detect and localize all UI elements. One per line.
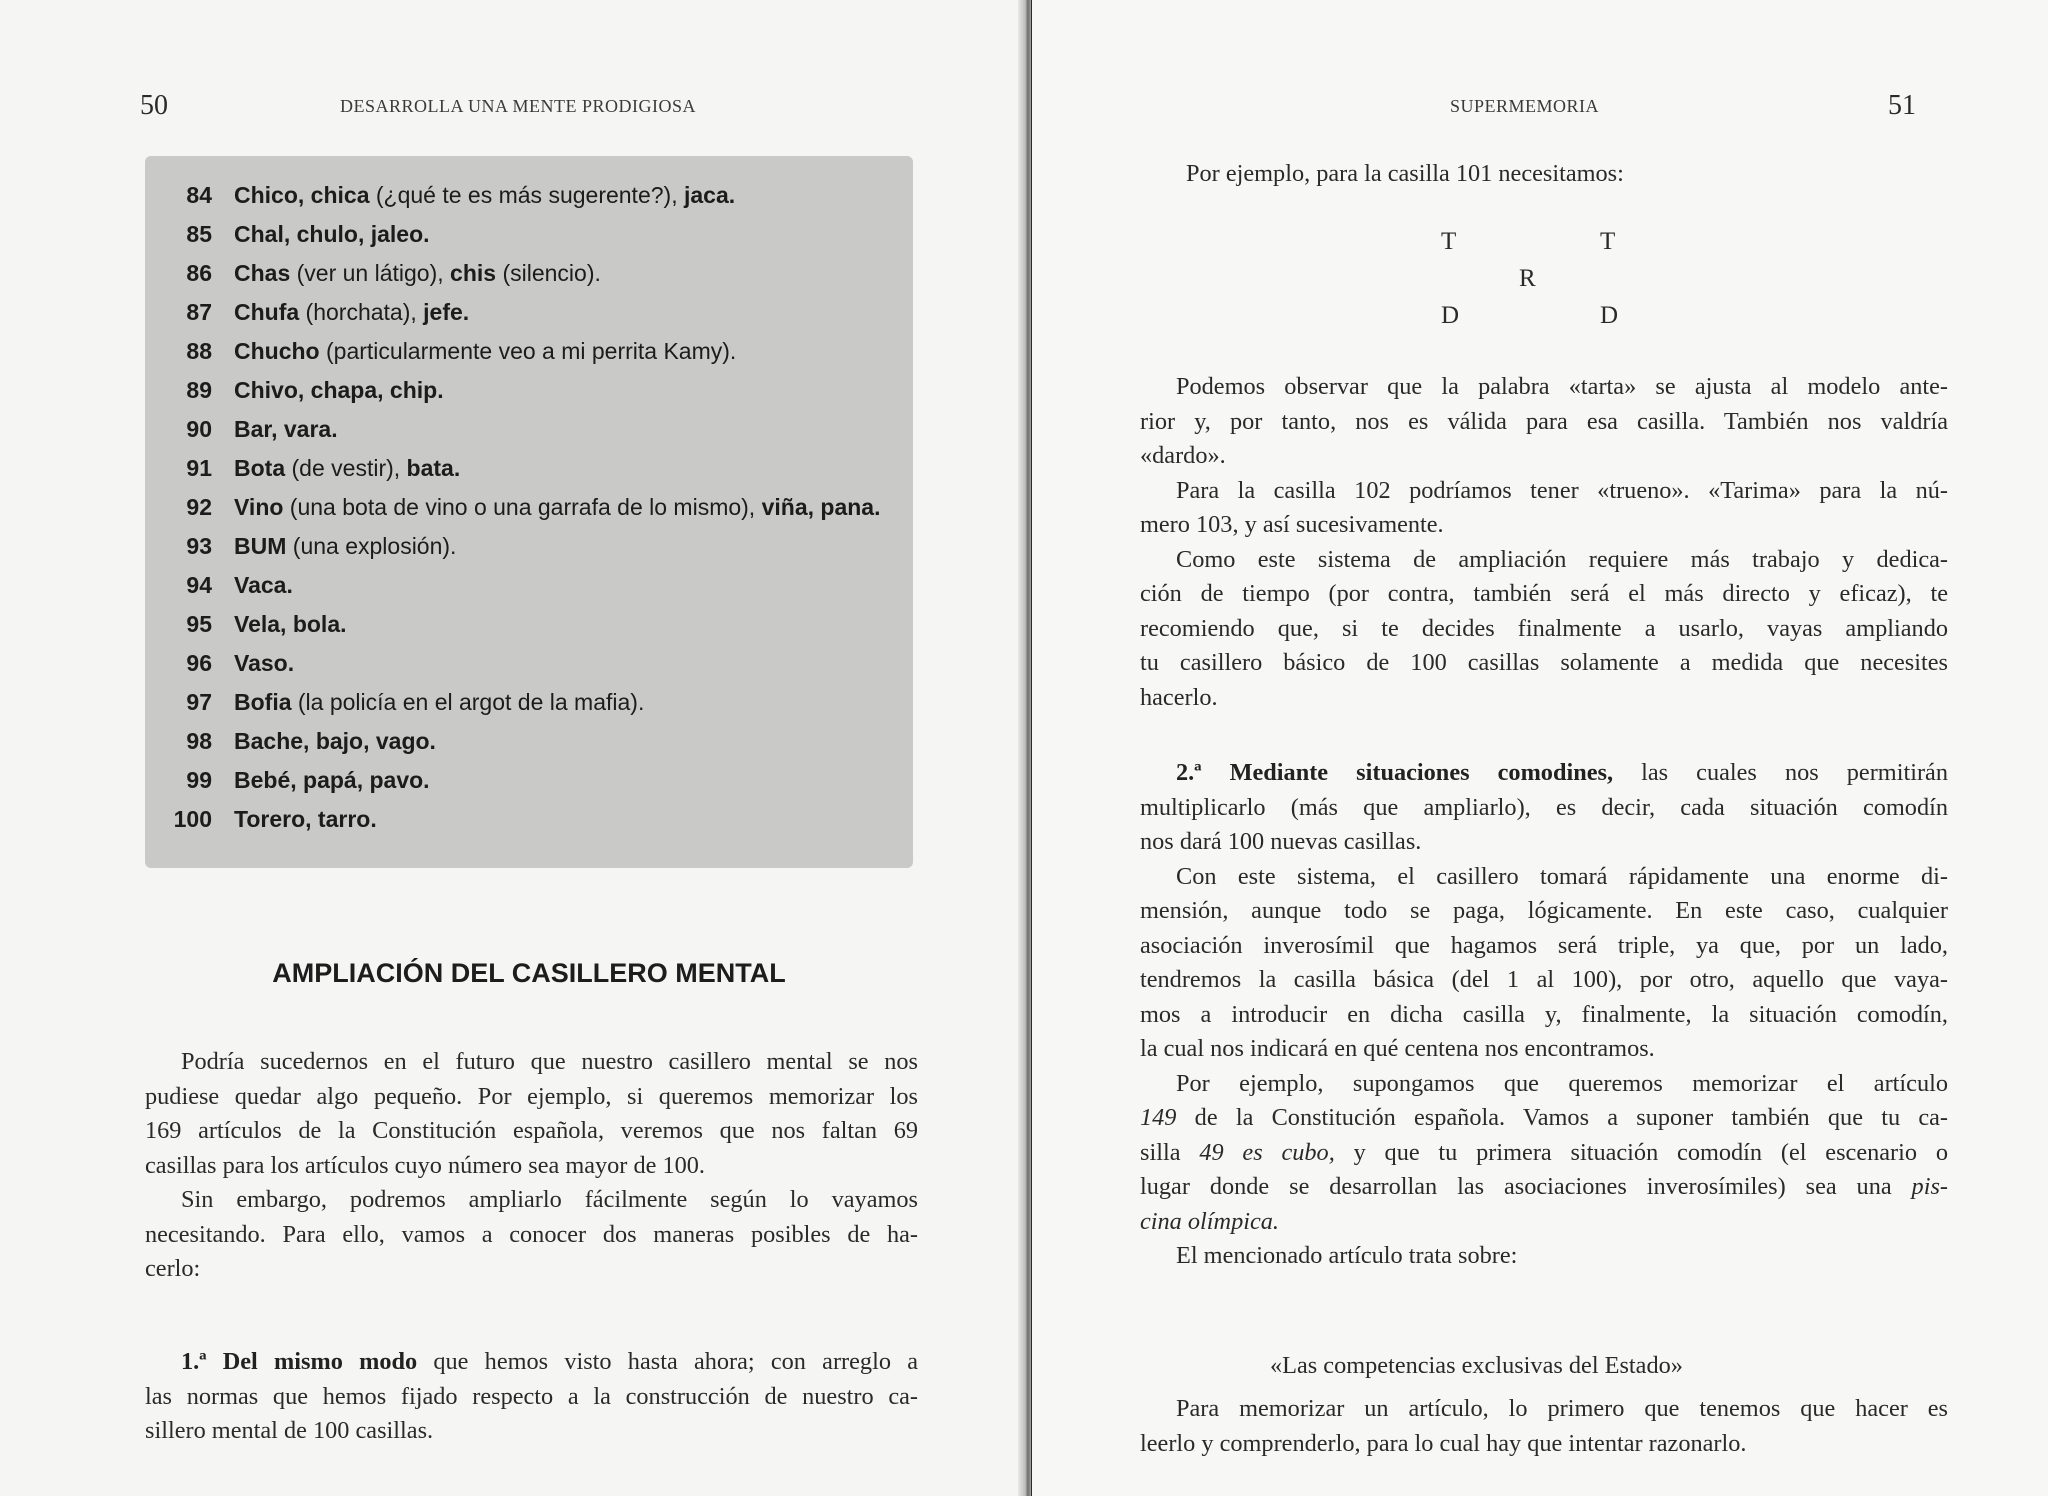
example-casilla: 49 es cubo, bbox=[1199, 1138, 1335, 1166]
paragraph-method-2 bbox=[1140, 756, 1948, 1274]
list-item bbox=[150, 221, 910, 260]
item-number: 88 bbox=[186, 338, 212, 364]
item-text bbox=[234, 611, 347, 638]
item-text bbox=[234, 533, 456, 560]
item-number: 90 bbox=[186, 416, 212, 442]
text-line: asociación inverosímil que hagamos será triple, ya que, por un lado, bbox=[1140, 931, 1948, 959]
letter-t2: T bbox=[1600, 228, 1616, 255]
example-scenario-cont: cina olímpica. bbox=[1140, 1207, 1280, 1235]
keyword: Bota bbox=[234, 455, 286, 481]
item-text bbox=[234, 260, 601, 287]
item-number: 94 bbox=[186, 572, 212, 598]
text-line: mensión, aunque todo se paga, lógicamente. En este caso, cualquier bbox=[1140, 897, 1948, 924]
list-item bbox=[150, 806, 910, 845]
keyword: jaca. bbox=[683, 182, 736, 208]
item-number: 87 bbox=[186, 299, 212, 325]
note: (una explosión). bbox=[286, 533, 457, 559]
right-page bbox=[1032, 0, 2048, 1496]
item-text bbox=[234, 767, 430, 794]
text-line: mos a introducir en dicha casilla y, finalmente, la situación comodín, bbox=[1140, 1000, 1948, 1028]
list-item bbox=[150, 572, 910, 611]
list-item bbox=[150, 689, 910, 728]
text-line: Podemos observar que la palabra «tarta» se ajusta al modelo ante- bbox=[1176, 373, 1948, 400]
note: (horchata), bbox=[299, 299, 424, 325]
keyword: Vaca. bbox=[234, 572, 293, 598]
list-item bbox=[150, 182, 910, 221]
text-line bbox=[1140, 1170, 1948, 1205]
example-scenario: pis- bbox=[1911, 1173, 1948, 1200]
item-number: 97 bbox=[186, 689, 212, 715]
item-text bbox=[234, 221, 430, 248]
text-line bbox=[1140, 756, 1948, 791]
item-text bbox=[234, 689, 644, 716]
note: (la policía en el argot de la mafia). bbox=[291, 689, 645, 715]
running-head-left: DESARROLLA UNA MENTE PRODIGIOSA bbox=[340, 96, 697, 116]
article-quote: «Las competencias exclusivas del Estado» bbox=[1270, 1352, 1683, 1379]
item-text bbox=[234, 728, 436, 755]
item-number: 85 bbox=[186, 221, 212, 247]
text-line bbox=[1140, 1101, 1948, 1136]
item-text bbox=[234, 299, 469, 326]
text-line: leerlo y comprenderlo, para lo cual hay que intentar razonarlo. bbox=[1140, 1429, 1747, 1457]
text-line: tu casillero básico de 100 casillas solamente a medida que necesites bbox=[1140, 649, 1948, 676]
text-segment: de la Constitución española. Vamos a suponer también que tu ca- bbox=[1176, 1104, 1948, 1131]
item-number: 84 bbox=[186, 182, 212, 208]
item-number: 98 bbox=[186, 728, 212, 754]
keyword: Chal, chulo, jaleo. bbox=[234, 221, 430, 247]
list-item bbox=[150, 533, 910, 572]
keyword: Chivo, chapa, chip. bbox=[234, 377, 444, 403]
running-head-right: SUPERMEMORIA bbox=[1450, 96, 1600, 116]
keyword: Chufa bbox=[234, 299, 300, 325]
keyword: Bebé, papá, pavo. bbox=[234, 767, 430, 793]
item-text bbox=[234, 650, 294, 677]
text-segment: lugar donde se desarrollan las asociaciones inverosímiles) sea una bbox=[1140, 1173, 1912, 1200]
text-line bbox=[145, 1345, 918, 1380]
text-line: Con este sistema, el casillero tomará rápidamente una enorme di- bbox=[1176, 862, 1948, 890]
text-line: Por ejemplo, supongamos que queremos memorizar el artículo bbox=[1176, 1069, 1948, 1097]
article-number: 149 bbox=[1140, 1104, 1177, 1131]
keyword: chis bbox=[450, 260, 497, 286]
note: (ver un látigo), bbox=[290, 260, 451, 286]
item-number: 91 bbox=[186, 455, 212, 481]
method-2-text: las cuales nos permitirán bbox=[1613, 759, 1948, 786]
item-number: 89 bbox=[186, 377, 212, 403]
text-line: nos dará 100 nuevas casillas. bbox=[1140, 828, 1422, 855]
text-line: tendremos la casilla básica (del 1 al 100), por otro, aquello que vaya- bbox=[1140, 966, 1948, 993]
text-line: Para memorizar un artículo, lo primero que tenemos que hacer es bbox=[1176, 1395, 1948, 1422]
text-line: ción de tiempo (por contra, también será el más directo y eficaz), te bbox=[1140, 580, 1948, 607]
item-text bbox=[234, 182, 735, 209]
text-line: hacerlo. bbox=[1140, 683, 1218, 711]
keyword: BUM bbox=[234, 533, 287, 559]
item-text bbox=[234, 377, 444, 404]
list-item bbox=[150, 650, 910, 689]
item-number: 92 bbox=[186, 494, 212, 520]
note: (de vestir), bbox=[285, 455, 407, 481]
item-text bbox=[234, 416, 338, 443]
text-line: multiplicarlo (más que ampliarlo), es decir, cada situación comodín bbox=[1140, 793, 1948, 821]
text-line bbox=[1140, 1136, 1948, 1171]
keyword: Vela, bola. bbox=[234, 611, 347, 637]
text-line: pudiese quedar algo pequeño. Por ejemplo, si queremos memorizar los bbox=[145, 1082, 918, 1110]
keyword: Bofia bbox=[234, 689, 292, 715]
paragraph-method-1 bbox=[145, 1345, 918, 1449]
method-2-lead: 2.ª Mediante situaciones comodines, bbox=[1176, 759, 1614, 786]
example-intro: Por ejemplo, para la casilla 101 necesitamos: bbox=[1186, 160, 1624, 187]
text-line: 169 artículos de la Constitución española, veremos que nos faltan 69 bbox=[145, 1117, 918, 1144]
paragraph-example bbox=[1140, 370, 1948, 715]
list-item bbox=[150, 338, 910, 377]
text-segment: silla bbox=[1140, 1138, 1200, 1166]
letter-r: R bbox=[1519, 265, 1536, 292]
list-item bbox=[150, 455, 910, 494]
keyword: Bar, vara. bbox=[234, 416, 338, 442]
keyword: Vino bbox=[234, 494, 284, 520]
note: (una bota de vino o una garrafa de lo mismo), bbox=[283, 494, 762, 520]
method-1-text: que hemos visto hasta ahora; con arreglo a bbox=[417, 1348, 918, 1375]
text-segment: y que tu primera situación comodín (el escenario o bbox=[1334, 1138, 1948, 1166]
section-title: AMPLIACIÓN DEL CASILLERO MENTAL bbox=[272, 958, 786, 988]
text-line: casillas para los artículos cuyo número sea mayor de 100. bbox=[145, 1151, 706, 1179]
word-list bbox=[150, 182, 910, 845]
text-line: Para la casilla 102 podríamos tener «trueno». «Tarima» para la nú- bbox=[1176, 476, 1948, 504]
text-line: necesitando. Para ello, vamos a conocer dos maneras posibles de ha- bbox=[145, 1220, 918, 1248]
list-item bbox=[150, 494, 910, 533]
text-line: Sin embargo, podremos ampliarlo fácilmente según lo vayamos bbox=[181, 1186, 918, 1213]
text-line: «dardo». bbox=[1140, 442, 1226, 469]
list-item bbox=[150, 299, 910, 338]
letter-d1: D bbox=[1441, 302, 1460, 329]
item-number: 93 bbox=[186, 533, 212, 559]
list-item bbox=[150, 611, 910, 650]
text-line bbox=[1140, 1205, 1948, 1240]
text-line: Como este sistema de ampliación requiere más trabajo y dedica- bbox=[1176, 545, 1948, 573]
list-item bbox=[150, 260, 910, 299]
keyword: Torero, tarro. bbox=[234, 806, 377, 832]
item-text bbox=[234, 806, 377, 833]
left-page bbox=[0, 0, 1022, 1496]
text-line: Podría sucedernos en el futuro que nuestro casillero mental se nos bbox=[181, 1048, 918, 1075]
keyword: Chucho bbox=[234, 338, 320, 364]
item-number: 86 bbox=[186, 260, 212, 286]
item-number: 100 bbox=[173, 806, 212, 832]
text-line: la cual nos indicará en qué centena nos encontramos. bbox=[1140, 1035, 1655, 1062]
paragraph-intro bbox=[145, 1045, 918, 1287]
note: (¿qué te es más sugerente?), bbox=[369, 182, 684, 208]
list-item bbox=[150, 416, 910, 455]
text-line: las normas que hemos fijado respecto a la construcción de nuestro ca- bbox=[145, 1382, 918, 1410]
keyword: jefe. bbox=[423, 299, 470, 325]
text-line: cerlo: bbox=[145, 1255, 201, 1282]
text-line: sillero mental de 100 casillas. bbox=[145, 1417, 434, 1444]
keyword: Chico, chica bbox=[234, 182, 370, 208]
item-text bbox=[234, 455, 460, 482]
item-text bbox=[234, 572, 293, 599]
text-line: rior y, por tanto, nos es válida para esa casilla. También nos valdría bbox=[1140, 407, 1948, 435]
list-item bbox=[150, 728, 910, 767]
list-item bbox=[150, 767, 910, 806]
note: (particularmente veo a mi perrita Kamy). bbox=[319, 338, 737, 364]
text-line: recomiendo que, si te decides finalmente a usarlo, vayas ampliando bbox=[1140, 614, 1948, 642]
item-text bbox=[234, 494, 880, 521]
paragraph-final bbox=[1140, 1392, 1948, 1461]
page-number-left: 50 bbox=[140, 90, 168, 121]
keyword: Chas bbox=[234, 260, 291, 286]
method-1-lead: 1.ª Del mismo modo bbox=[181, 1348, 418, 1375]
item-number: 99 bbox=[186, 767, 212, 793]
item-number: 95 bbox=[186, 611, 212, 637]
item-number: 96 bbox=[186, 650, 212, 676]
keyword: viña, pana. bbox=[761, 494, 881, 520]
letter-d2: D bbox=[1600, 302, 1619, 329]
text-line: mero 103, y así sucesivamente. bbox=[1140, 511, 1444, 538]
list-item bbox=[150, 377, 910, 416]
letter-t1: T bbox=[1441, 228, 1457, 255]
page-number-right: 51 bbox=[1888, 90, 1916, 121]
note: (silencio). bbox=[496, 260, 601, 286]
item-text bbox=[234, 338, 736, 365]
text-line: El mencionado artículo trata sobre: bbox=[1176, 1242, 1518, 1269]
keyword: Bache, bajo, vago. bbox=[234, 728, 436, 754]
keyword: Vaso. bbox=[234, 650, 295, 676]
keyword: bata. bbox=[406, 455, 461, 481]
